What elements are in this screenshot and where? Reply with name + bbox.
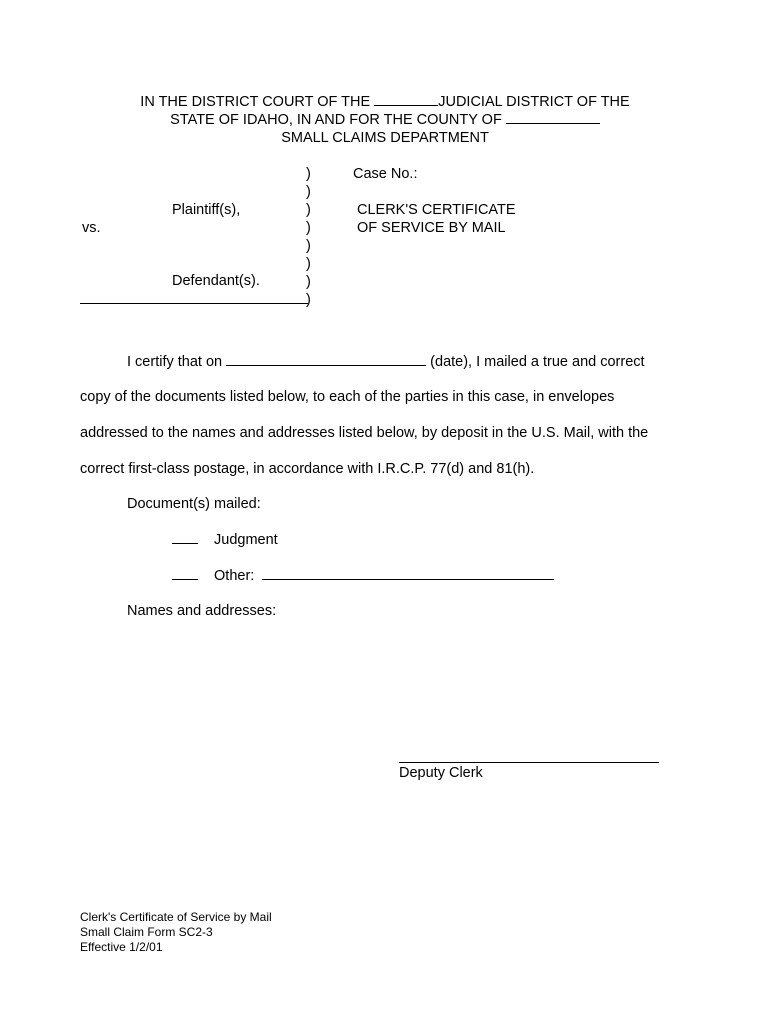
deputy-clerk-label: Deputy Clerk xyxy=(399,765,483,781)
documents-mailed-label: Document(s) mailed: xyxy=(127,496,261,512)
defendant-label: Defendant(s). xyxy=(172,273,260,289)
court-header-line-1 xyxy=(0,95,770,110)
judgment-option xyxy=(172,533,278,548)
court-header-line-2 xyxy=(0,113,770,128)
plaintiff-label: Plaintiff(s), xyxy=(172,202,241,218)
caption-paren: ) xyxy=(306,184,311,200)
certify-line xyxy=(127,355,645,370)
footer-form-number: Small Claim Form SC2-3 xyxy=(80,925,213,939)
court-header-line-3: SMALL CLAIMS DEPARTMENT xyxy=(281,130,489,146)
caption-paren: ) xyxy=(306,292,311,308)
court-header-text-1b: JUDICIAL DISTRICT OF THE xyxy=(438,94,630,110)
judicial-district-blank[interactable] xyxy=(374,105,438,106)
form-title-line-1: CLERK'S CERTIFICATE xyxy=(357,202,516,218)
caption-paren: ) xyxy=(306,238,311,254)
vs-label: vs. xyxy=(82,220,101,236)
mailing-date-blank[interactable] xyxy=(226,365,426,366)
caption-paren: ) xyxy=(306,256,311,272)
county-blank[interactable] xyxy=(506,123,600,124)
caption-paren: ) xyxy=(306,220,311,236)
judgment-label: Judgment xyxy=(214,532,278,548)
body-line-3: addressed to the names and addresses listed below, by deposit in the U.S. Mail, with the xyxy=(80,425,649,441)
caption-paren: ) xyxy=(306,202,311,218)
certify-text-a: I certify that on xyxy=(127,354,223,370)
footer-effective-date: Effective 1/2/01 xyxy=(80,940,163,954)
case-number-label: Case No.: xyxy=(353,166,418,182)
caption-paren: ) xyxy=(306,166,311,182)
caption-bottom-line xyxy=(80,303,308,304)
court-header-text-2: STATE OF IDAHO, IN AND FOR THE COUNTY OF xyxy=(170,112,502,128)
body-line-4: correct first-class postage, in accordance with I.R.C.P. 77(d) and 81(h). xyxy=(80,461,535,477)
judgment-check-blank[interactable] xyxy=(172,543,198,544)
body-line-2: copy of the documents listed below, to each of the parties in this case, in envelopes xyxy=(80,389,615,405)
other-option xyxy=(172,569,554,584)
court-header-text-1a: IN THE DISTRICT COURT OF THE xyxy=(140,94,371,110)
other-label: Other: xyxy=(214,568,255,584)
footer-form-title: Clerk's Certificate of Service by Mail xyxy=(80,910,272,924)
caption-paren: ) xyxy=(306,274,311,290)
other-description-blank[interactable] xyxy=(262,579,554,580)
other-check-blank[interactable] xyxy=(172,579,198,580)
names-addresses-label: Names and addresses: xyxy=(127,603,277,619)
form-title-line-2: OF SERVICE BY MAIL xyxy=(357,220,506,236)
deputy-clerk-signature-line[interactable] xyxy=(399,762,659,763)
certify-text-b: (date), I mailed a true and correct xyxy=(430,354,645,370)
